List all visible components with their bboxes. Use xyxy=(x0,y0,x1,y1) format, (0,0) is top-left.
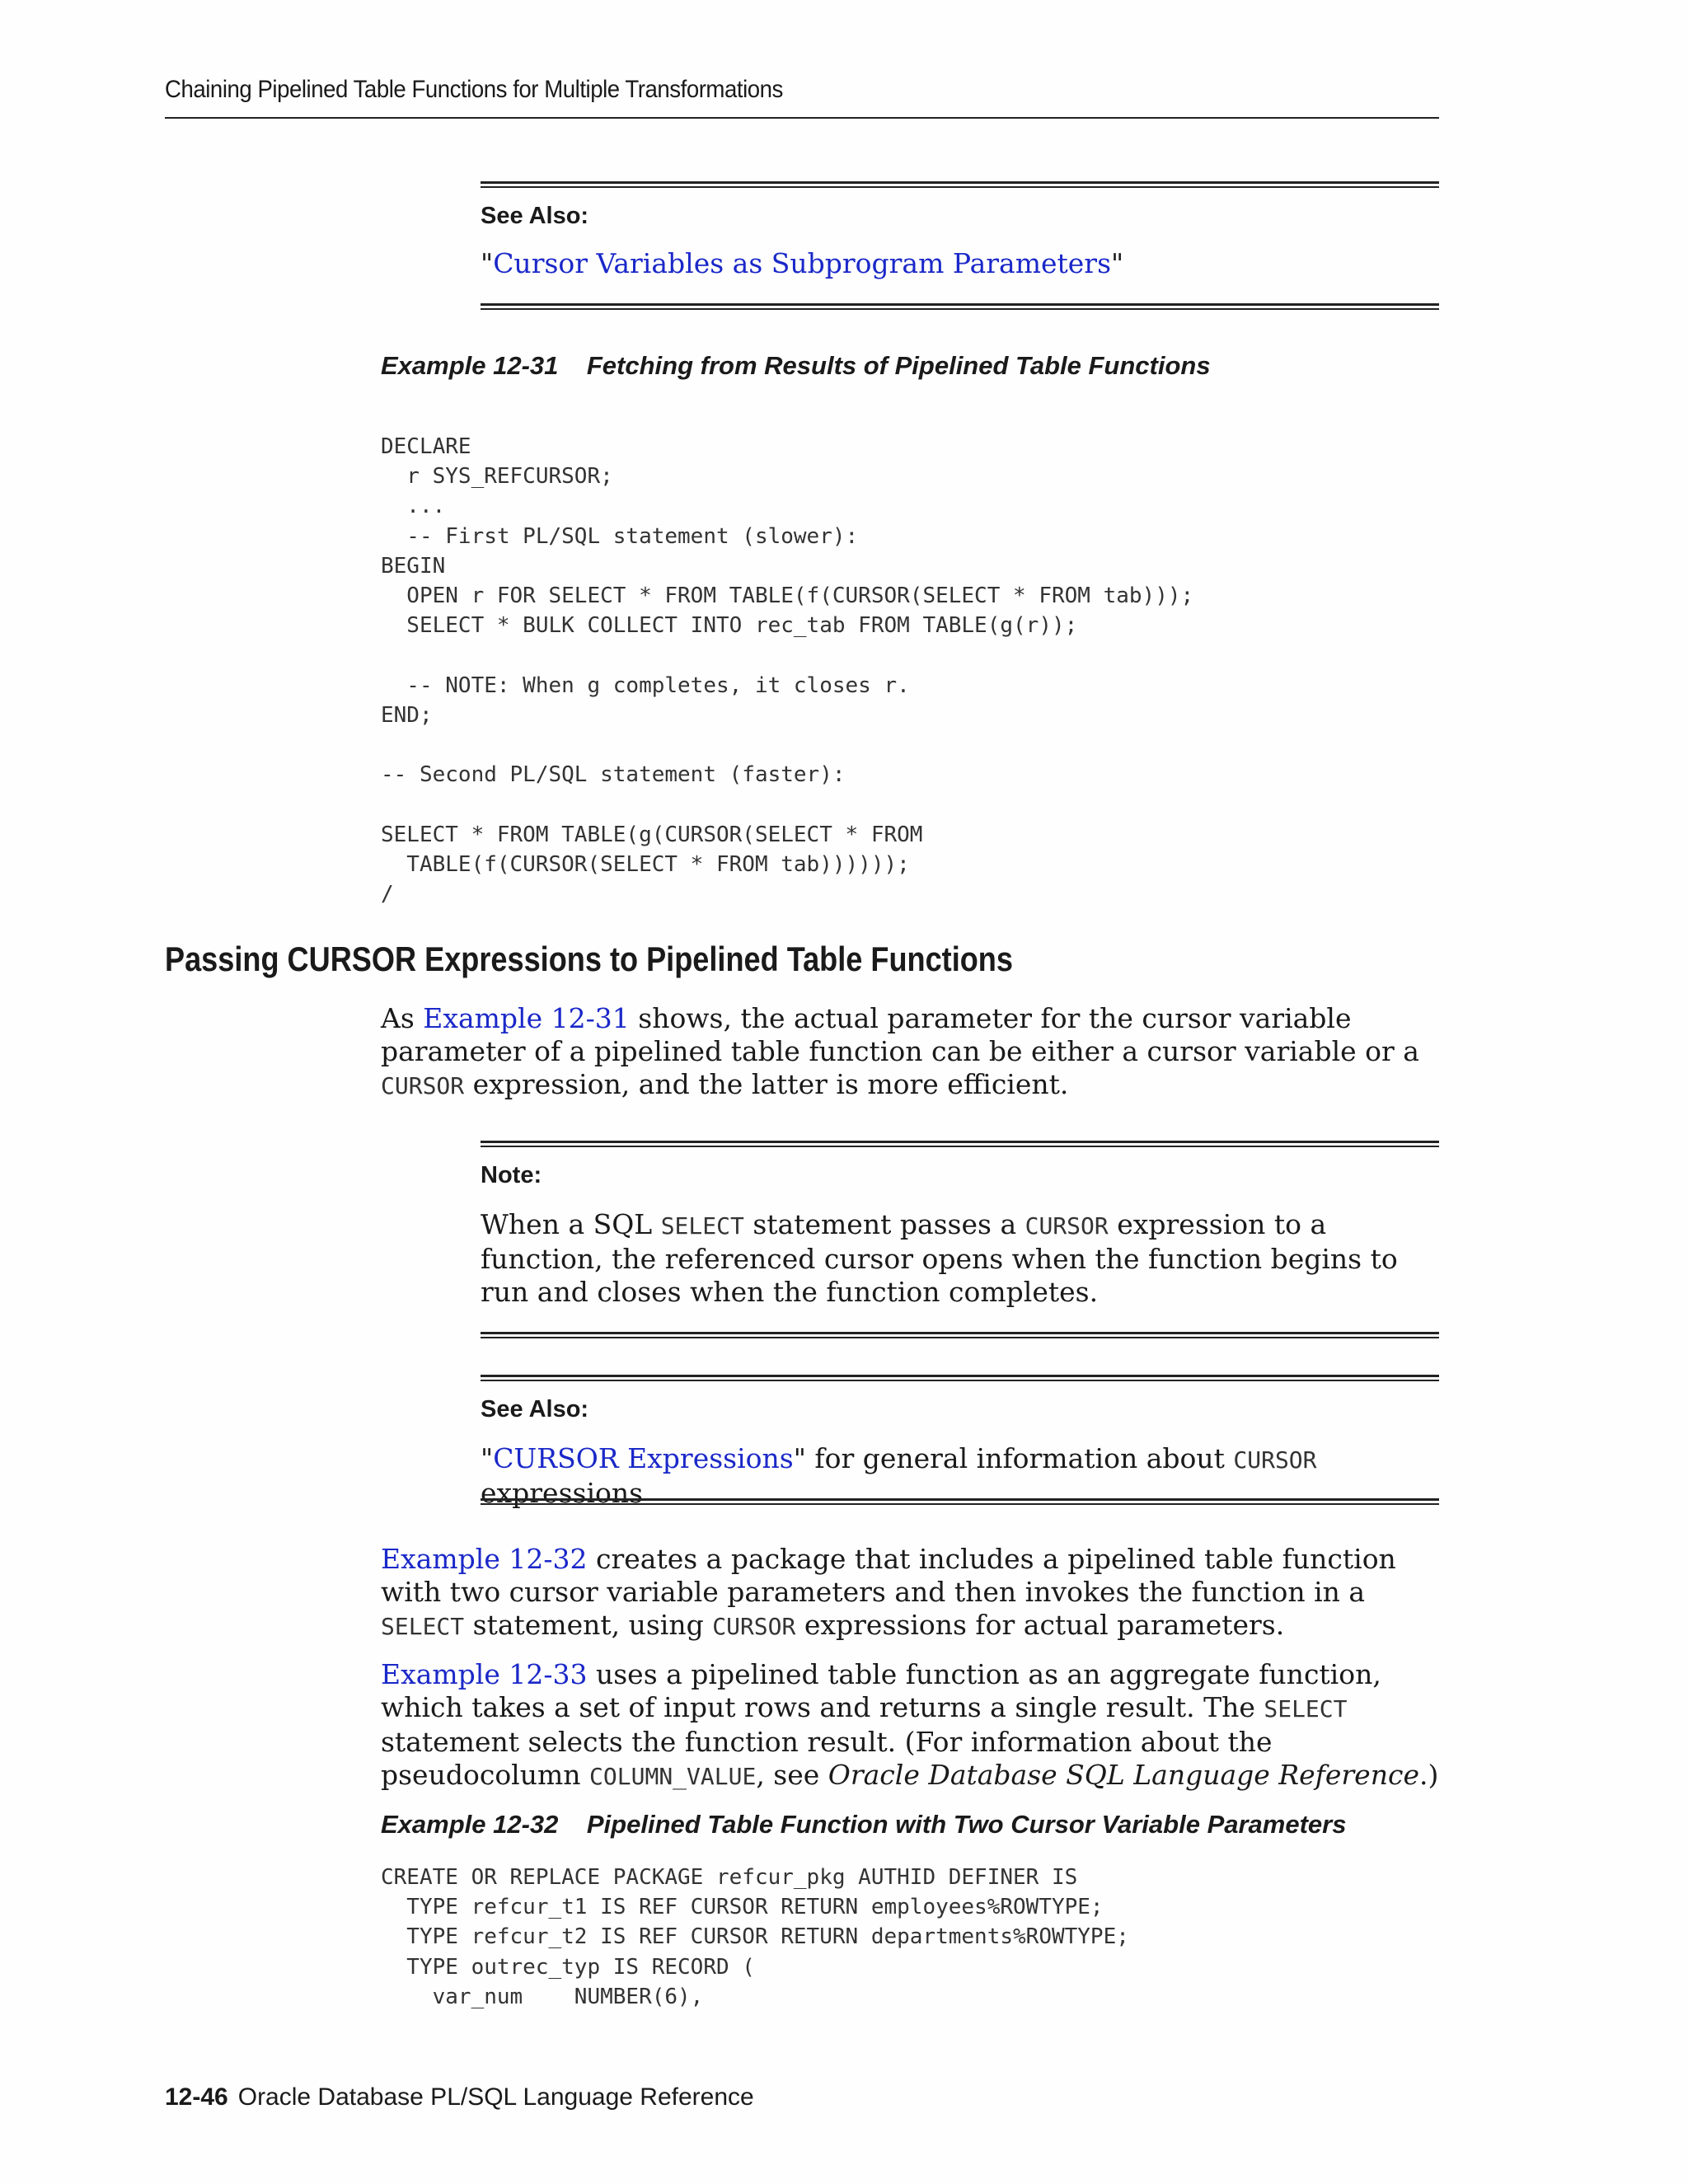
example-12-32-title xyxy=(381,1810,1346,1840)
text: , see xyxy=(756,1759,828,1791)
note-label: Note: xyxy=(481,1162,542,1188)
example-number: Example 12-32 xyxy=(381,1810,559,1839)
example-12-33-paragraph xyxy=(381,1658,1439,1793)
note-top-rule xyxy=(481,1141,1439,1147)
text: uses a pipelined table function as an aggregate function, which takes a set of input rows and returns a single result. The xyxy=(381,1658,1381,1723)
see-also-label: See Also: xyxy=(481,203,589,229)
example-caption: Fetching from Results of Pipelined Table Functions xyxy=(586,351,1211,380)
inline-code: SELECT xyxy=(660,1212,744,1240)
note-text xyxy=(481,1208,1439,1309)
text: creates a package that includes a pipelined table function with two cursor variable parameters and then invokes the function in a xyxy=(381,1543,1396,1608)
text: " for general information about xyxy=(793,1442,1234,1474)
text: shows, the actual parameter for the cursor variable parameter of a pipelined table function can be either a cursor variable or a xyxy=(381,1002,1419,1067)
book-title-italic: Oracle Database SQL Language Reference xyxy=(828,1759,1419,1791)
text: When a SQL xyxy=(481,1208,661,1240)
example-12-32-code: CREATE OR REPLACE PACKAGE refcur_pkg AUTHID DEFINER IS TYPE refcur_t1 IS REF CURSOR RETURN employees%ROWTYPE; TYPE refcur_t2 IS REF CURSOR RETURN departments%ROWTYPE; TYPE outrec_typ IS RECORD ( var_num NUMBER(6), xyxy=(381,1865,1129,2009)
inline-code: CURSOR xyxy=(381,1072,465,1099)
running-header: Chaining Pipelined Table Functions for Multiple Transformations xyxy=(165,76,783,103)
example-12-31-code: DECLARE r SYS_REFCURSOR; ... -- First PL/SQL statement (slower): BEGIN OPEN r FOR SELECT * FROM TABLE(f(CURSOR(SELECT * FROM tab))); SELECT * BULK COLLECT INTO rec_tab FROM TABLE(g(r)); -- NOTE: When g completes, it closes r. END; -- Second PL/SQL statement (faster): SELECT * FROM TABLE(g(CURSOR(SELECT * FROM TABLE(f(CURSOR(SELECT * FROM tab)))))); / xyxy=(381,434,1194,907)
example-12-33-link[interactable]: Example 12-33 xyxy=(381,1658,588,1690)
quote-open: " xyxy=(481,1442,494,1474)
text: expression, and the latter is more efficient. xyxy=(464,1068,1069,1100)
inline-code: COLUMN_VALUE xyxy=(589,1763,757,1790)
example-12-31-title xyxy=(381,351,1211,381)
inline-code: SELECT xyxy=(381,1613,465,1640)
text: expressions xyxy=(481,1477,644,1509)
quote-open: " xyxy=(481,247,494,279)
see-also-2-label: See Also: xyxy=(481,1396,589,1422)
text: statement, using xyxy=(464,1609,713,1641)
example-caption: Pipelined Table Function with Two Cursor Variable Parameters xyxy=(586,1810,1347,1839)
text: statement passes a xyxy=(743,1208,1025,1240)
see-also-bottom-rule xyxy=(481,303,1439,310)
see-also-2-bottom-rule xyxy=(481,1498,1439,1505)
example-number: Example 12-31 xyxy=(381,351,559,380)
see-also-2-top-rule xyxy=(481,1375,1439,1381)
page-footer xyxy=(165,2083,754,2111)
book-title: Oracle Database PL/SQL Language Reference xyxy=(237,2083,754,2111)
text: As xyxy=(381,1002,424,1034)
quote-close: " xyxy=(1111,247,1124,279)
text: .) xyxy=(1418,1759,1439,1791)
inline-code: SELECT xyxy=(1264,1695,1348,1722)
section-intro-paragraph xyxy=(381,1002,1439,1103)
cursor-expressions-link[interactable]: CURSOR Expressions xyxy=(493,1442,794,1474)
inline-code: CURSOR xyxy=(1025,1212,1109,1240)
header-rule xyxy=(165,117,1439,119)
note-bottom-rule xyxy=(481,1332,1439,1338)
text: expressions for actual parameters. xyxy=(795,1609,1285,1641)
page-number: 12-46 xyxy=(165,2083,228,2111)
cursor-variables-link[interactable]: Cursor Variables as Subprogram Parameters xyxy=(493,247,1112,279)
see-also-text xyxy=(481,247,1439,280)
text: statement selects the function result. (For information about the pseudocolumn xyxy=(381,1726,1273,1791)
section-heading: Passing CURSOR Expressions to Pipelined Table Functions xyxy=(165,940,1013,978)
see-also-top-rule xyxy=(481,181,1439,188)
example-12-32-link[interactable]: Example 12-32 xyxy=(381,1543,588,1575)
example-12-31-link[interactable]: Example 12-31 xyxy=(423,1002,630,1034)
text: expression to a function, the referenced cursor opens when the function begins to run and closes when the function completes. xyxy=(481,1208,1398,1308)
example-12-32-paragraph xyxy=(381,1543,1439,1643)
inline-code: CURSOR xyxy=(1233,1446,1317,1474)
inline-code: CURSOR xyxy=(712,1613,796,1640)
